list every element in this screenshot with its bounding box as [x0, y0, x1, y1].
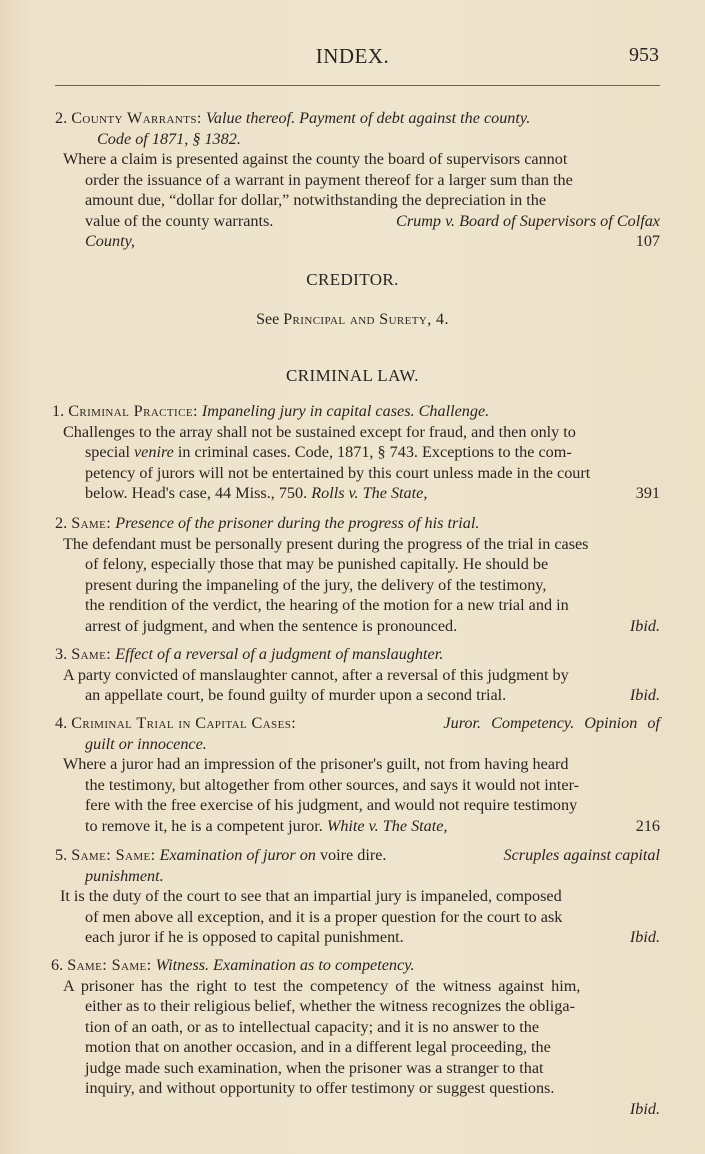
entry-body	[55, 754, 660, 836]
case-citation: Ibid.	[629, 686, 660, 704]
body-line: A party convicted of manslaughter cannot, after a reversal of this judgment by	[63, 665, 569, 684]
body-line	[63, 483, 660, 504]
entry-subject-roman: voire dire.	[319, 846, 387, 864]
case-citation: White v. The State,	[326, 816, 448, 835]
entry-heading	[51, 955, 660, 976]
body-line: The defendant must be personally present during the progress of the trial in cases	[63, 534, 589, 553]
body-line: fere with the free exercise of his judgment, and would not require testimony	[85, 796, 578, 814]
entry-heading	[55, 713, 660, 734]
body-line	[63, 211, 660, 232]
body-text-italic: venire	[134, 443, 174, 461]
entry-heading-left	[55, 713, 296, 734]
entry-subject: Value thereof. Payment of debt against the county.	[205, 109, 531, 127]
body-line: present during the impaneling of the jury, the delivery of the testimony,	[85, 575, 547, 594]
body-line: of men above all exception, and it is a proper question for the court to ask	[85, 907, 563, 926]
header-rule	[55, 85, 660, 86]
entry-criminal-5	[55, 845, 660, 948]
body-line	[63, 231, 660, 252]
entry-number: 5.	[55, 846, 68, 864]
entry-county-warrants	[55, 108, 660, 252]
entry-code: Code of 1871, § 1382.	[97, 129, 241, 148]
entry-subject: Effect of a reversal of a judgment of manslaughter.	[115, 645, 444, 663]
body-line: the testimony, but altogether from other sources, and says it would not inter-	[85, 775, 580, 794]
body-text: value of the county warrants.	[85, 211, 274, 230]
body-line: of felony, especially those that may be punished capitally. He should be	[85, 555, 549, 573]
entry-body	[55, 665, 660, 706]
see-prefix: See	[256, 311, 280, 328]
body-line: motion that on another occasion, and in a different legal proceeding, the	[85, 1038, 551, 1056]
entry-body	[55, 534, 660, 637]
case-page: 391	[635, 484, 660, 502]
entry-subject-cont: punishment.	[85, 866, 164, 885]
case-citation-cont: County,	[85, 232, 135, 250]
entry-topic: Same: Same:	[71, 846, 156, 864]
entry-body	[55, 886, 660, 948]
body-line: Where a claim is presented against the county the board of supervisors cannot	[63, 150, 568, 168]
entry-criminal-2	[55, 513, 660, 636]
entry-body	[55, 976, 660, 1120]
citation-line	[85, 483, 427, 504]
case-page: 216	[635, 816, 660, 835]
section-title-criminal-law: CRIMINAL LAW.	[286, 366, 419, 385]
entry-subject: Presence of the prisoner during the progress of his trial.	[115, 514, 480, 532]
entry-topic: Same: Same:	[67, 956, 152, 974]
body-line: the rendition of the verdict, the hearing of the motion for a new trial and in	[85, 596, 569, 614]
entry-topic: Criminal Practice:	[68, 402, 198, 420]
body-line	[63, 1099, 660, 1120]
entry-heading-left	[55, 845, 386, 866]
entry-heading	[55, 108, 660, 149]
body-text: each juror if he is opposed to capital punishment.	[85, 928, 404, 946]
entry-topic: Same:	[71, 514, 112, 532]
entry-subject: Examination of juror on	[159, 846, 316, 864]
case-citation: Rolls v. The State,	[311, 484, 428, 502]
body-text: to remove it, he is a competent juror.	[85, 816, 323, 835]
see-target: Principal and Surety, 4.	[283, 311, 449, 328]
case-citation: Crump v. Board of Supervisors of Colfax	[396, 211, 660, 230]
entry-topic: Same:	[71, 645, 112, 663]
body-text: special	[85, 443, 130, 461]
entry-number: 2.	[55, 514, 68, 532]
entry-subject: Juror. Competency. Opinion of	[443, 714, 660, 732]
body-line: amount due, “dollar for dollar,” notwithstanding the depreciation in the	[85, 191, 547, 209]
case-citation: Ibid.	[629, 928, 660, 946]
body-line: judge made such examination, when the prisoner was a stranger to that	[85, 1058, 544, 1077]
entry-criminal-4	[55, 713, 660, 836]
body-line: A prisoner has the right to test the competency of the witness against him,	[63, 976, 581, 995]
entry-heading	[52, 401, 660, 422]
entry-heading	[55, 845, 660, 866]
entry-heading	[55, 644, 660, 665]
page-number: 953	[629, 44, 659, 66]
entry-number: 2.	[55, 109, 68, 127]
entry-subject: Impaneling jury in capital cases. Challenge.	[201, 402, 490, 420]
entry-topic: County Warrants:	[71, 109, 202, 127]
body-line	[63, 616, 660, 637]
body-line: Challenges to the array shall not be sustained except for fraud, and then only to	[63, 422, 576, 441]
body-text: in criminal cases. Code, 1871, § 743. Exceptions to the com-	[177, 443, 572, 461]
entry-criminal-3	[55, 644, 660, 706]
body-text: arrest of judgment, and when the sentence is pronounced.	[85, 616, 458, 635]
body-line: Where a juror had an impression of the prisoner's guilt, not from having heard	[63, 755, 569, 773]
entry-body	[55, 422, 660, 504]
see-also-reference	[0, 311, 705, 329]
body-text: an appellate court, be found guilty of murder upon a second trial.	[85, 686, 507, 704]
entry-subject: Witness. Examination as to competency.	[155, 956, 415, 974]
entry-subject-cont: guilt or innocence.	[85, 734, 207, 753]
body-line	[63, 442, 660, 463]
body-line: either as to their religious belief, whether the witness recognizes the obliga-	[85, 997, 575, 1015]
running-head	[0, 44, 705, 74]
entry-topic: Criminal Trial in Capital Cases:	[71, 714, 297, 732]
case-citation: Ibid.	[629, 616, 660, 635]
entry-criminal-6	[51, 955, 660, 1119]
body-line: order the issuance of a warrant in payment thereof for a larger sum than the	[85, 170, 573, 189]
body-line: petency of jurors will not be entertained by this court unless made in the court	[85, 463, 591, 482]
running-title: INDEX.	[315, 44, 390, 68]
entry-number: 4.	[55, 714, 68, 732]
entry-number: 1.	[52, 402, 65, 420]
body-line	[63, 685, 660, 706]
entry-heading	[55, 513, 660, 534]
body-line: tion of an oath, or as to intellectual capacity; and it is no answer to the	[85, 1017, 540, 1036]
body-line: It is the duty of the court to see that an impartial jury is impaneled, composed	[60, 887, 562, 905]
body-text: below. Head's case, 44 Miss., 750.	[85, 484, 308, 502]
body-line: inquiry, and without opportunity to offer testimony or suggest questions.	[85, 1079, 555, 1097]
entry-body	[55, 149, 660, 252]
body-line	[63, 816, 660, 837]
section-title-creditor: CREDITOR.	[306, 270, 399, 289]
entry-number: 3.	[55, 645, 68, 663]
body-line	[60, 927, 660, 948]
entry-criminal-1	[52, 401, 660, 504]
entry-subject: Scruples against capital	[503, 846, 660, 864]
citation-line	[85, 816, 447, 837]
entry-number: 6.	[51, 956, 64, 974]
case-page: 107	[635, 232, 660, 250]
case-citation: Ibid.	[629, 1099, 660, 1118]
